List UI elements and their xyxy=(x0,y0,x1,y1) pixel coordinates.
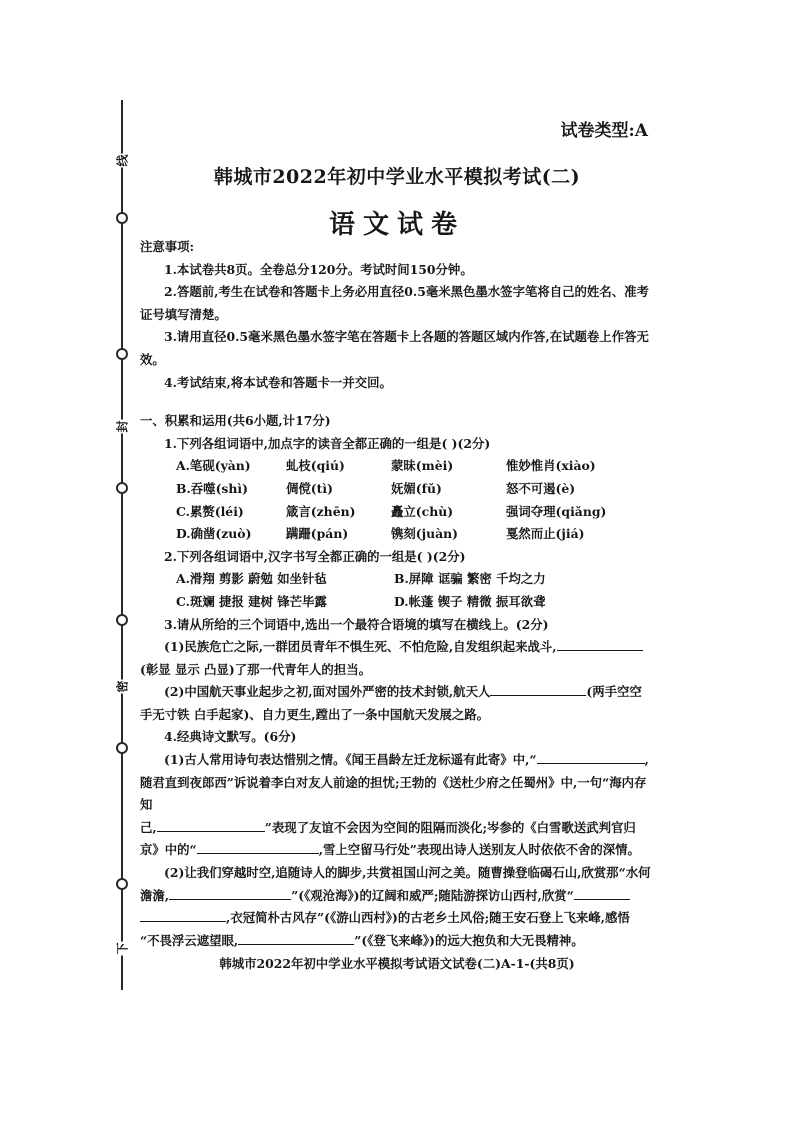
question-1-option-row xyxy=(140,501,658,524)
text-run: 澹澹, xyxy=(140,887,170,903)
binding-hole-circle xyxy=(116,482,128,494)
option-item: C.斑斓 捷报 建树 锋芒毕露 xyxy=(176,593,327,609)
text-line: 随君直到夜郎西”诉说着李白对友人前途的担忧;王勃的《送杜少府之任蜀州》中,一句“海内存知 xyxy=(140,774,647,813)
option-item: 镌刻(juàn) xyxy=(391,526,459,542)
text-run: ,雪上空留马行处”表现出诗人送别友人时依依不舍的深情。 xyxy=(318,842,640,858)
question-1-option-row xyxy=(140,455,658,478)
margin-mark-mi: 密 xyxy=(115,680,130,693)
option-item: C.累赘(léi) xyxy=(176,503,244,519)
text-run: (两手空空 xyxy=(586,684,642,700)
answer-blank[interactable] xyxy=(537,749,645,764)
question-3-sub1 xyxy=(140,636,658,659)
text-run: (2)中国航天事业起步之初,面对国外严密的技术封锁,航天人 xyxy=(164,684,491,700)
answer-blank[interactable] xyxy=(557,636,643,651)
section-heading: 一、积累和运用(共6小题,计17分) xyxy=(140,413,331,429)
option-item: 箴言(zhēn) xyxy=(286,503,356,519)
question-4-part2: (2)让我们穿越时空,追随诗人的脚步,共赏祖国山河之美。随曹操登临碣石山,欣赏那“水何 xyxy=(164,865,651,881)
text-run: 己, xyxy=(140,819,157,835)
text-run: ,衣冠简朴古风存”(《游山西村》)的古老乡土风俗;随王安石登上飞来峰,感悟 xyxy=(226,910,630,926)
question-4-stem: 4.经典诗文默写。(6分) xyxy=(164,729,297,745)
notice-item: 3.请用直径0.5毫米黑色墨水签字笔在答题卡上各题的答题区域内作答,在试题卷上作答无效。 xyxy=(140,329,649,367)
text-line xyxy=(140,817,658,840)
option-item: 虬枝(qiú) xyxy=(286,458,345,474)
text-line xyxy=(140,907,658,930)
answer-blank[interactable] xyxy=(169,885,291,900)
exam-content xyxy=(140,236,658,952)
option-item: 妩媚(fǔ) xyxy=(391,480,442,496)
option-item: A.笔砚(yàn) xyxy=(176,458,251,474)
option-item: 怒不可遏(è) xyxy=(506,480,576,496)
option-item: B.吞噬(shì) xyxy=(176,480,248,496)
answer-blank[interactable] xyxy=(238,930,354,945)
option-item: 蒙昧(mèi) xyxy=(391,458,454,474)
text-line xyxy=(140,839,658,862)
option-item: D.帐蓬 锲子 精微 振耳欲聋 xyxy=(394,593,546,609)
option-item: 戛然而止(jiá) xyxy=(506,526,585,542)
answer-blank[interactable] xyxy=(490,681,586,696)
notice-item: 2.答题前,考生在试卷和答题卡上务必用直径0.5毫米黑色墨水签字笔将自己的姓名、准考证号填写清楚。 xyxy=(140,284,649,322)
question-3-sub2 xyxy=(140,681,658,704)
binding-hole-circle xyxy=(116,614,128,626)
answer-blank[interactable] xyxy=(197,839,319,854)
answer-blank[interactable] xyxy=(157,817,265,832)
option-item: 强词夺理(qiǎng) xyxy=(506,503,607,519)
binding-hole-circle xyxy=(116,878,128,890)
option-item: B.屏障 诓骗 繁密 千均之力 xyxy=(394,571,546,587)
text-line xyxy=(140,930,658,953)
subject-title: 语文试卷 xyxy=(328,210,465,240)
question-2-stem: 2.下列各组词语中,汉字书写全都正确的一组是( )(2分) xyxy=(164,548,466,564)
exam-title: 韩城市2022年初中学业水平模拟考试(二) xyxy=(213,166,581,188)
text-run: ”(《观沧海》)的辽阔和威严;随陆游探访山西村,欣赏“ xyxy=(291,887,574,903)
question-3-stem: 3.请从所给的三个词语中,选出一个最符合语境的填写在横线上。(2分) xyxy=(164,616,549,632)
binding-hole-circle xyxy=(116,742,128,754)
notice-item: 4.考试结束,将本试卷和答题卡一并交回。 xyxy=(164,374,392,390)
question-2-option-row xyxy=(140,591,658,614)
text-run: “不畏浮云遮望眼, xyxy=(140,932,239,948)
question-4-part1 xyxy=(140,749,658,772)
answer-blank[interactable] xyxy=(140,907,226,922)
notice-heading: 注意事项: xyxy=(140,239,195,254)
page-footer: 韩城市2022年初中学业水平模拟考试语文试卷(二)A-1-(共8页) xyxy=(219,956,575,971)
option-item: 惟妙惟肖(xiào) xyxy=(506,458,596,474)
text-run: (1)古人常用诗句表达惜别之情。《闻王昌龄左迁龙标遥有此寄》中,“ xyxy=(164,752,537,768)
text-run: ”(《登飞来峰》)的远大抱负和大无畏精神。 xyxy=(354,932,584,948)
question-3-sub2-cont: 手无寸铁 白手起家)、自力更生,蹚出了一条中国航天发展之路。 xyxy=(140,706,490,722)
answer-blank[interactable] xyxy=(574,885,630,900)
option-item: 矗立(chù) xyxy=(391,503,454,519)
question-1-option-row xyxy=(140,478,658,501)
text-line xyxy=(140,885,658,908)
text-run: 京》中的“ xyxy=(140,842,197,858)
text-run: , xyxy=(644,752,649,768)
option-item: 蹒跚(pán) xyxy=(286,526,349,542)
paper-type-label: 试卷类型:A xyxy=(560,121,648,141)
binding-hole-circle xyxy=(116,348,128,360)
option-item: 倜傥(tì) xyxy=(286,480,333,496)
notice-item: 1.本试卷共8页。全卷总分120分。考试时间150分钟。 xyxy=(164,261,473,277)
question-2-option-row xyxy=(140,568,658,591)
text-run: (1)民族危亡之际,一群团员青年不惧生死、不怕危险,自发组织起来战斗, xyxy=(164,639,557,655)
question-1-option-row xyxy=(140,523,658,546)
option-item: D.确凿(zuò) xyxy=(176,526,252,542)
option-item: A.滑翔 剪影 蔚勉 如坐针毡 xyxy=(176,571,327,587)
question-3-sub1-cont: (彰显 显示 凸显)了那一代青年人的担当。 xyxy=(140,661,371,677)
margin-mark-xia: 下 xyxy=(115,942,130,955)
text-run: ”表现了友谊不会因为空间的阻隔而淡化;岑参的《白雪歌送武判官归 xyxy=(264,819,636,835)
margin-mark-xian: 线 xyxy=(115,154,130,167)
margin-mark-feng: 封 xyxy=(115,420,130,433)
question-1-stem: 1.下列各组词语中,加点字的读音全都正确的一组是( )(2分) xyxy=(164,435,491,451)
